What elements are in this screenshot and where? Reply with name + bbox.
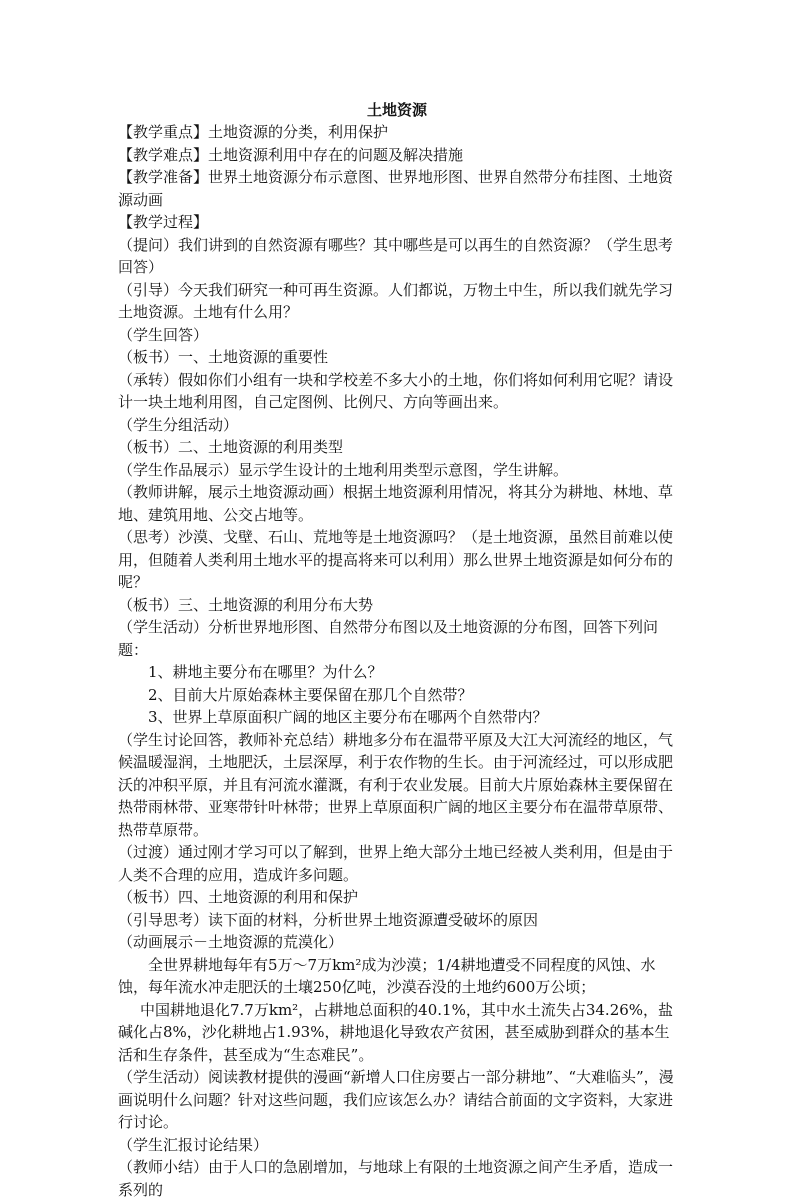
paragraph: （学生汇报讨论结果） xyxy=(118,1135,269,1154)
paragraph: （引导思考）读下面的材料，分析世界土地资源遭受破坏的原因 xyxy=(118,910,539,929)
paragraph: （动画展示－土地资源的荒漠化） xyxy=(118,933,344,951)
paragraph-board-heading: （板书）三、土地资源的利用分布大势 xyxy=(118,595,374,614)
document-body xyxy=(118,121,678,1201)
material-paragraph: 中国耕地退化7.7万km²，占耕地总面积的40.1%，其中水土流失占34.26%，盐碱化占8%，沙化耕地占1.93%，耕地退化导致农产贫困，甚至威胁到群众的基本生活和生存条件，甚至成为“生态难民”。 xyxy=(118,1000,674,1064)
paragraph: （学生分组活动） xyxy=(118,415,239,434)
document-title: 土地资源 xyxy=(366,101,427,119)
paragraph-board-heading: （板书）一、土地资源的重要性 xyxy=(118,348,329,366)
paragraph-process-heading: 【教学过程】 xyxy=(118,213,209,231)
paragraph: （思考）沙漠、戈壁、石山、荒地等是土地资源吗？（是土地资源，虽然目前难以使用，但随着人类利用土地水平的提高将来可以利用）那么世界土地资源是如何分布的呢？ xyxy=(118,528,674,591)
paragraph: （承转）假如你们小组有一块和学校差不多大小的土地，你们将如何利用它呢？请设计一块土地利用图，自己定图例、比例尺、方向等画出来。 xyxy=(118,370,674,411)
paragraph: （学生活动）阅读教材提供的漫画“新增人口住房要占一部分耕地”、“大难临头”，漫画说明什么问题？针对这些问题，我们应该怎么办？请结合前面的文字资料，大家进行讨论。 xyxy=(118,1068,674,1131)
paragraph-difficult-points: 【教学难点】土地资源利用中存在的问题及解决措施 xyxy=(118,145,464,164)
paragraph: （学生回答） xyxy=(118,325,209,344)
paragraph: （学生活动）分析世界地形图、自然带分布图以及土地资源的分布图，回答下列问题： xyxy=(118,618,659,659)
paragraph-board-heading: （板书）四、土地资源的利用和保护 xyxy=(118,888,359,906)
question-item: 2、目前大片原始森林主要保留在那几个自然带？ xyxy=(148,685,473,704)
paragraph-key-points: 【教学重点】土地资源的分类，利用保护 xyxy=(118,123,389,141)
paragraph: （教师小结）由于人口的急剧增加，与地球上有限的土地资源之间产生矛盾，造成一系列的 xyxy=(118,1158,674,1199)
paragraph-preparation: 【教学准备】世界土地资源分布示意图、世界地形图、世界自然带分布挂图、土地资源动画 xyxy=(118,168,674,209)
paragraph: （过渡）通过刚才学习可以了解到，世界上绝大部分土地已经被人类利用，但是由于人类不合理的应用，造成许多问题。 xyxy=(118,843,674,884)
paragraph-board-heading: （板书）二、土地资源的利用类型 xyxy=(118,438,344,456)
paragraph: （教师讲解，展示土地资源动画）根据土地资源利用情况，将其分为耕地、林地、草地、建筑用地、公交占地等。 xyxy=(118,483,674,524)
paragraph: （提问）我们讲到的自然资源有哪些？其中哪些是可以再生的自然资源？（学生思考回答） xyxy=(118,235,674,276)
question-item: 3、世界上草原面积广阔的地区主要分布在哪两个自然带内？ xyxy=(148,708,548,726)
question-item: 1、耕地主要分布在哪里？为什么？ xyxy=(148,663,383,681)
paragraph: （学生作品展示）显示学生设计的土地利用类型示意图，学生讲解。 xyxy=(118,460,569,479)
paragraph: （引导）今天我们研究一种可再生资源。人们都说，万物土中生，所以我们就先学习土地资源。土地有什么用？ xyxy=(118,280,674,321)
material-paragraph: 全世界耕地每年有5万～7万km²成为沙漠；1/4耕地遭受不同程度的风蚀、水蚀，每年流水冲走肥沃的土壤250亿吨，沙漠吞没的土地约600万公顷； xyxy=(118,955,656,996)
paragraph: （学生讨论回答，教师补充总结）耕地多分布在温带平原及大江大河流经的地区，气候温暖湿润，土地肥沃，土层深厚，利于农作物的生长。由于河流经过，可以形成肥沃的冲积平原，并且有河流水灌溉，有利于农业发展。目前大片原始森林主要保留在热带雨林带、亚寒带针叶林带；世界上草原面积广阔的地区主要分布在温带草原带、热带草原带。 xyxy=(118,730,674,839)
